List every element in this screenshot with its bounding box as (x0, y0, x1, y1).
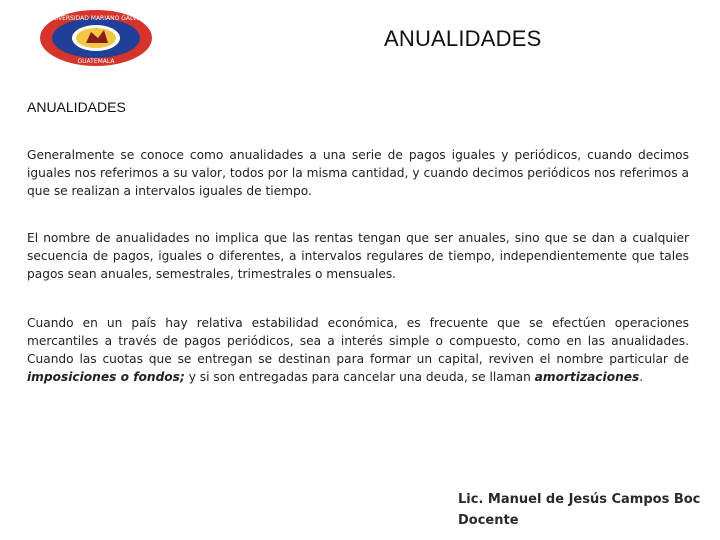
paragraph-text: . (639, 370, 644, 384)
page-title: ANUALIDADES (384, 26, 542, 51)
paragraph-economic-context (27, 314, 689, 386)
signature-block (458, 489, 700, 531)
paragraph-text: Cuando en un país hay relativa estabilidad económica, es frecuente que se efectúen operaciones mercantiles a través de pagos periódicos, sea a interés simple o compuesto, como en las anualidades. Cuando las cuotas que se entregan se destinan para formar un capital, reviven el nombre particular de (27, 316, 689, 366)
paragraph-name-meaning: El nombre de anualidades no implica que las rentas tengan que ser anuales, sino que se dan a cualquier secuencia de pagos, iguales o diferentes, a intervalos regulares de tiempo, independientemente que tales pagos sean anuales, semestrales, trimestrales o mensuales. (27, 231, 689, 281)
author-role: Docente (458, 513, 519, 528)
svg-text:GUATEMALA: GUATEMALA (77, 58, 115, 65)
author-name: Lic. Manuel de Jesús Campos Boc (458, 492, 701, 507)
emphasis-amortizaciones: amortizaciones (534, 370, 640, 384)
svg-text:UNIVERSIDAD MARIANO GÁLVEZ: UNIVERSIDAD MARIANO GÁLVEZ (47, 15, 145, 22)
emphasis-imposiciones: imposiciones o fondos; (27, 370, 185, 384)
section-title: ANUALIDADES (27, 99, 126, 115)
paragraph-text: y si son entregadas para cancelar una deuda, se llaman (184, 370, 535, 384)
paragraph-definition: Generalmente se conoce como anualidades a una serie de pagos iguales y periódicos, cuando decimos iguales nos referimos a su valor, todos por la misma cantidad, y cuando decimos periódicos nos referimos a que se realizan a intervalos iguales de tiempo. (27, 148, 689, 198)
university-seal-icon (36, 8, 156, 68)
